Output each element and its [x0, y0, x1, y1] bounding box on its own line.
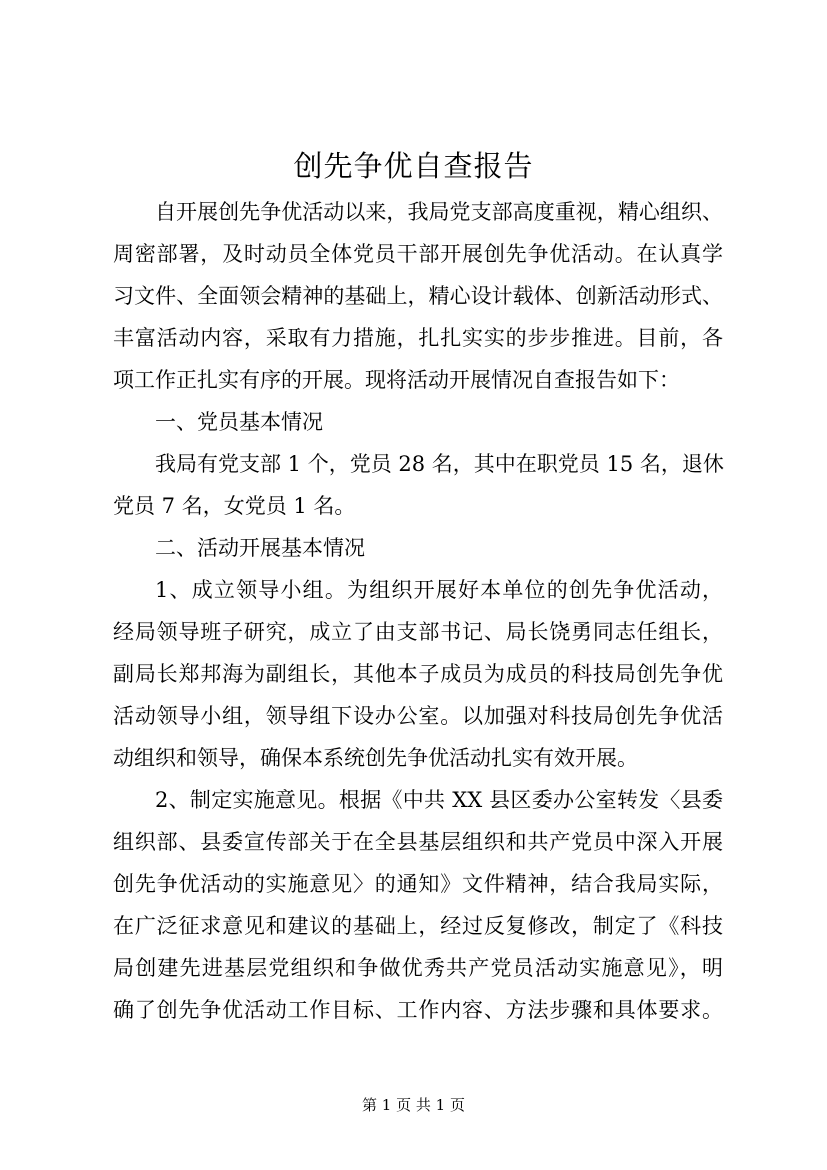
- body-line: 动组织和领导，确保本系统创先争优活动扎实有效开展。: [113, 746, 638, 770]
- body-line: 2、制定实施意见。根据《中共 XX 县区委办公室转发〈县委: [155, 788, 723, 812]
- body-line: 在广泛征求意见和建议的基础上，经过反复修改，制定了《科技: [113, 914, 723, 938]
- body-line: 活动领导小组，领导组下设办公室。以加强对科技局创先争优活: [113, 704, 723, 728]
- body-line: 1、成立领导小组。为组织开展好本单位的创先争优活动，: [155, 578, 723, 602]
- body-line: 局创建先进基层党组织和争做优秀共产党员活动实施意见》，明: [113, 956, 723, 980]
- body-line: 习文件、全面领会精神的基础上，精心设计载体、创新活动形式、: [113, 284, 723, 308]
- body-line: 周密部署，及时动员全体党员干部开展创先争优活动。在认真学: [113, 242, 723, 266]
- body-line: 党员 7 名，女党员 1 名。: [113, 494, 356, 518]
- document-title: 创先争优自查报告: [293, 149, 534, 183]
- section-heading: 二、活动开展基本情况: [155, 536, 365, 560]
- body-line: 创先争优活动的实施意见〉的通知》文件精神，结合我局实际，: [113, 872, 723, 896]
- body-line: 确了创先争优活动工作目标、工作内容、方法步骤和具体要求。: [113, 998, 723, 1022]
- body-line: 我局有党支部 1 个，党员 28 名，其中在职党员 15 名，退休: [155, 452, 724, 476]
- page-number-footer: 第 1 页 共 1 页: [362, 1096, 465, 1114]
- body-line: 项工作正扎实有序的开展。现将活动开展情况自查报告如下：: [113, 368, 680, 392]
- body-line: 丰富活动内容，采取有力措施，扎扎实实的步步推进。目前，各: [113, 326, 723, 350]
- body-line: 组织部、县委宣传部关于在全县基层组织和共产党员中深入开展: [113, 830, 723, 854]
- body-line: 经局领导班子研究，成立了由支部书记、局长饶勇同志任组长，: [113, 620, 723, 644]
- body-line: 副局长郑邦海为副组长，其他本子成员为成员的科技局创先争优: [113, 662, 723, 686]
- body-line: 自开展创先争优活动以来，我局党支部高度重视，精心组织、: [155, 200, 723, 224]
- section-heading: 一、党员基本情况: [155, 410, 323, 434]
